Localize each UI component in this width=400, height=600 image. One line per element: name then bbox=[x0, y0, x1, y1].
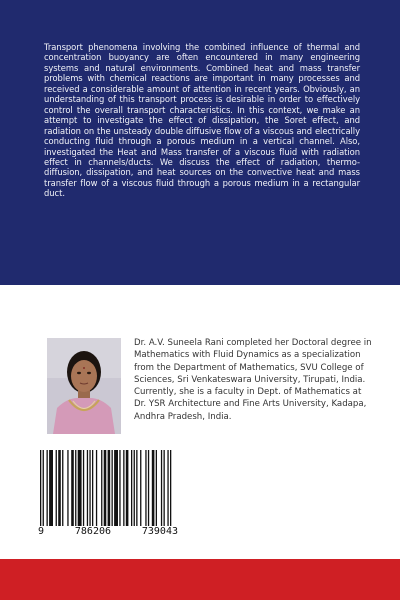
barcode-bar bbox=[67, 450, 68, 530]
barcode-bar bbox=[58, 450, 61, 530]
barcode-bar bbox=[47, 450, 48, 530]
barcode-bar bbox=[78, 450, 82, 530]
isbn-digits-left: 786206 bbox=[74, 526, 112, 537]
barcode-bar bbox=[89, 450, 90, 530]
barcode-bar bbox=[56, 450, 57, 530]
isbn-digits bbox=[38, 526, 178, 537]
barcode-bar bbox=[119, 450, 120, 530]
isbn-digit-lead: 9 bbox=[38, 526, 45, 537]
author-biography: Dr. A.V. Suneela Rani completed her Doctoral degree in Mathematics with Fluid Dynamics as a specialization from the Department of Mathematics, SVU College of Sciences, Sri Venkateswara University, Tirupati, India. Currently, she is a faculty in Dept. of Mathematics at Dr. YSR Architecture and Fine Arts University, Kadapa, Andhra Pradesh, India. bbox=[134, 338, 372, 422]
barcode-bar bbox=[108, 450, 111, 530]
barcode-bar bbox=[92, 450, 93, 530]
barcode-bar bbox=[101, 450, 102, 530]
barcode-bar bbox=[104, 450, 107, 530]
barcode-bar bbox=[148, 450, 149, 530]
barcode-bar bbox=[75, 450, 76, 530]
barcode-bar bbox=[145, 450, 146, 530]
barcode-bar bbox=[87, 450, 88, 530]
barcode-bar bbox=[131, 450, 132, 530]
barcode-bar bbox=[140, 450, 141, 530]
back-cover-panel bbox=[0, 0, 400, 285]
barcode-bar bbox=[126, 450, 129, 530]
book-abstract: Transport phenomena involving the combined influence of thermal and concentration buoyancy are often encountered in many engineering systems and natural environments. Combined heat and mass transfer problems with chemical reactions are important in many processes and received a considerable amount of attention in recent years. Obviously, an understanding of this transport process is desirable in order to effectively control the overall transport characteristics. In this context, we make an attempt to investigate the effect of dissipation, the Soret effect, and radiation on the unsteady double diffusive flow of a viscous and electrically conducting fluid through a porous medium in a vertical channel. Also, investigated the Heat and Mass transfer of a viscous fluid with radiation effect in channels/ducts. We discuss the effect of radiation, thermo-diffusion, dissipation, and heat sources on the convective heat and mass transfer flow of a viscous fluid through a porous medium in a rectangular duct. bbox=[44, 42, 360, 199]
barcode-bar bbox=[83, 450, 84, 530]
barcode-bar bbox=[62, 450, 63, 530]
barcode-bar bbox=[96, 450, 97, 530]
barcode-bar bbox=[114, 450, 118, 530]
barcode-bar bbox=[167, 450, 168, 530]
barcode-bar bbox=[112, 450, 113, 530]
barcode-bar bbox=[49, 450, 53, 530]
barcode-bar bbox=[161, 450, 162, 530]
barcode-bar bbox=[152, 450, 155, 530]
barcode-bar bbox=[156, 450, 157, 530]
barcode-bar bbox=[136, 450, 137, 530]
isbn-digits-right: 739043 bbox=[141, 526, 178, 537]
barcode-bar bbox=[164, 450, 165, 530]
barcode-bar bbox=[43, 450, 44, 530]
barcode-bar bbox=[40, 450, 41, 530]
barcode-bar bbox=[123, 450, 124, 530]
author-photo bbox=[47, 338, 121, 434]
barcode-bar bbox=[170, 450, 171, 530]
barcode-bar bbox=[71, 450, 74, 530]
publisher-band bbox=[0, 559, 400, 600]
barcode-bar bbox=[134, 450, 135, 530]
